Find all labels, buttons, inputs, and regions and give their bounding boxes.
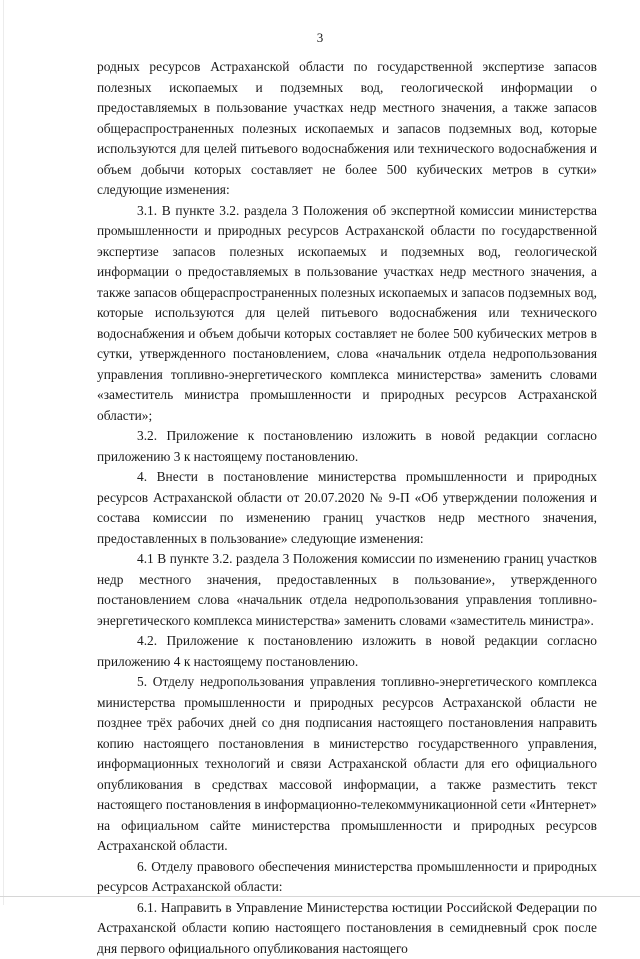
document-body (97, 57, 597, 959)
page-bottom-edge (0, 896, 640, 897)
scan-edge (3, 0, 4, 905)
paragraph: 6.1. Направить в Управление Министерства юстиции Российской Федерации по Астраханской области копию настоящего постановления в семидневный срок после дня первого официального опубликования настоящего (97, 898, 597, 959)
page-number: 3 (0, 30, 640, 46)
paragraph: родных ресурсов Астраханской области по государственной экспертизе запасов полезных ископаемых и подземных вод, геологической информации о предоставляемых в пользование участках недр местного значения, а также запасов общераспространенных полезных ископаемых и запасов подземных вод, которые используются для целей питьевого водоснабжения или технического водоснабжения и объем добычи которых составляет не более 500 кубических метров в сутки» следующие изменения: (97, 57, 597, 201)
paragraph: 3.2. Приложение к постановлению изложить в новой редакции согласно приложению 3 к настоящему постановлению. (97, 426, 597, 467)
paragraph: 4. Внести в постановление министерства промышленности и природных ресурсов Астраханской области от 20.07.2020 № 9-П «Об утверждении положения и состава комиссии по изменению границ участков недр местного значения, предоставленных в пользование» следующие изменения: (97, 467, 597, 549)
paragraph: 6. Отделу правового обеспечения министерства промышленности и природных ресурсов Астраханской области: (97, 857, 597, 898)
paragraph: 3.1. В пункте 3.2. раздела 3 Положения об экспертной комиссии министерства промышленности и природных ресурсов Астраханской области по государственной экспертизе запасов полезных ископаемых и подземных вод, геологической информации о предоставляемых в пользование участках недр местного значения, а также запасов общераспространенных полезных ископаемых и запасов подземных вод, которые используются для целей питьевого водоснабжения или технического водоснабжения и объем добычи которых составляет не более 500 кубических метров в сутки, утвержденного постановлением, слова «начальник отдела недропользования управления топливно-энергетического комплекса министерства» заменить словами «заместитель министра промышленности и природных ресурсов Астраханской области»; (97, 201, 597, 427)
paragraph: 4.2. Приложение к постановлению изложить в новой редакции согласно приложению 4 к настоящему постановлению. (97, 631, 597, 672)
paragraph: 5. Отделу недропользования управления топливно-энергетического комплекса министерства промышленности и природных ресурсов Астраханской области не позднее трёх рабочих дней со дня подписания настоящего постановления направить копию настоящего постановления в министерство государственного управления, информационных технологий и связи Астраханской области для его официального опубликования в средствах массовой информации, а также разместить текст настоящего постановления в информационно-телекоммуникационной сети «Интернет» на официальном сайте министерства промышленности и природных ресурсов Астраханской области. (97, 672, 597, 857)
paragraph: 4.1 В пункте 3.2. раздела 3 Положения комиссии по изменению границ участков недр местного значения, предоставленных в пользование», утвержденного постановлением слова «начальник отдела недропользования управления топливно-энергетического комплекса министерства» заменить словами «заместитель министра». (97, 549, 597, 631)
